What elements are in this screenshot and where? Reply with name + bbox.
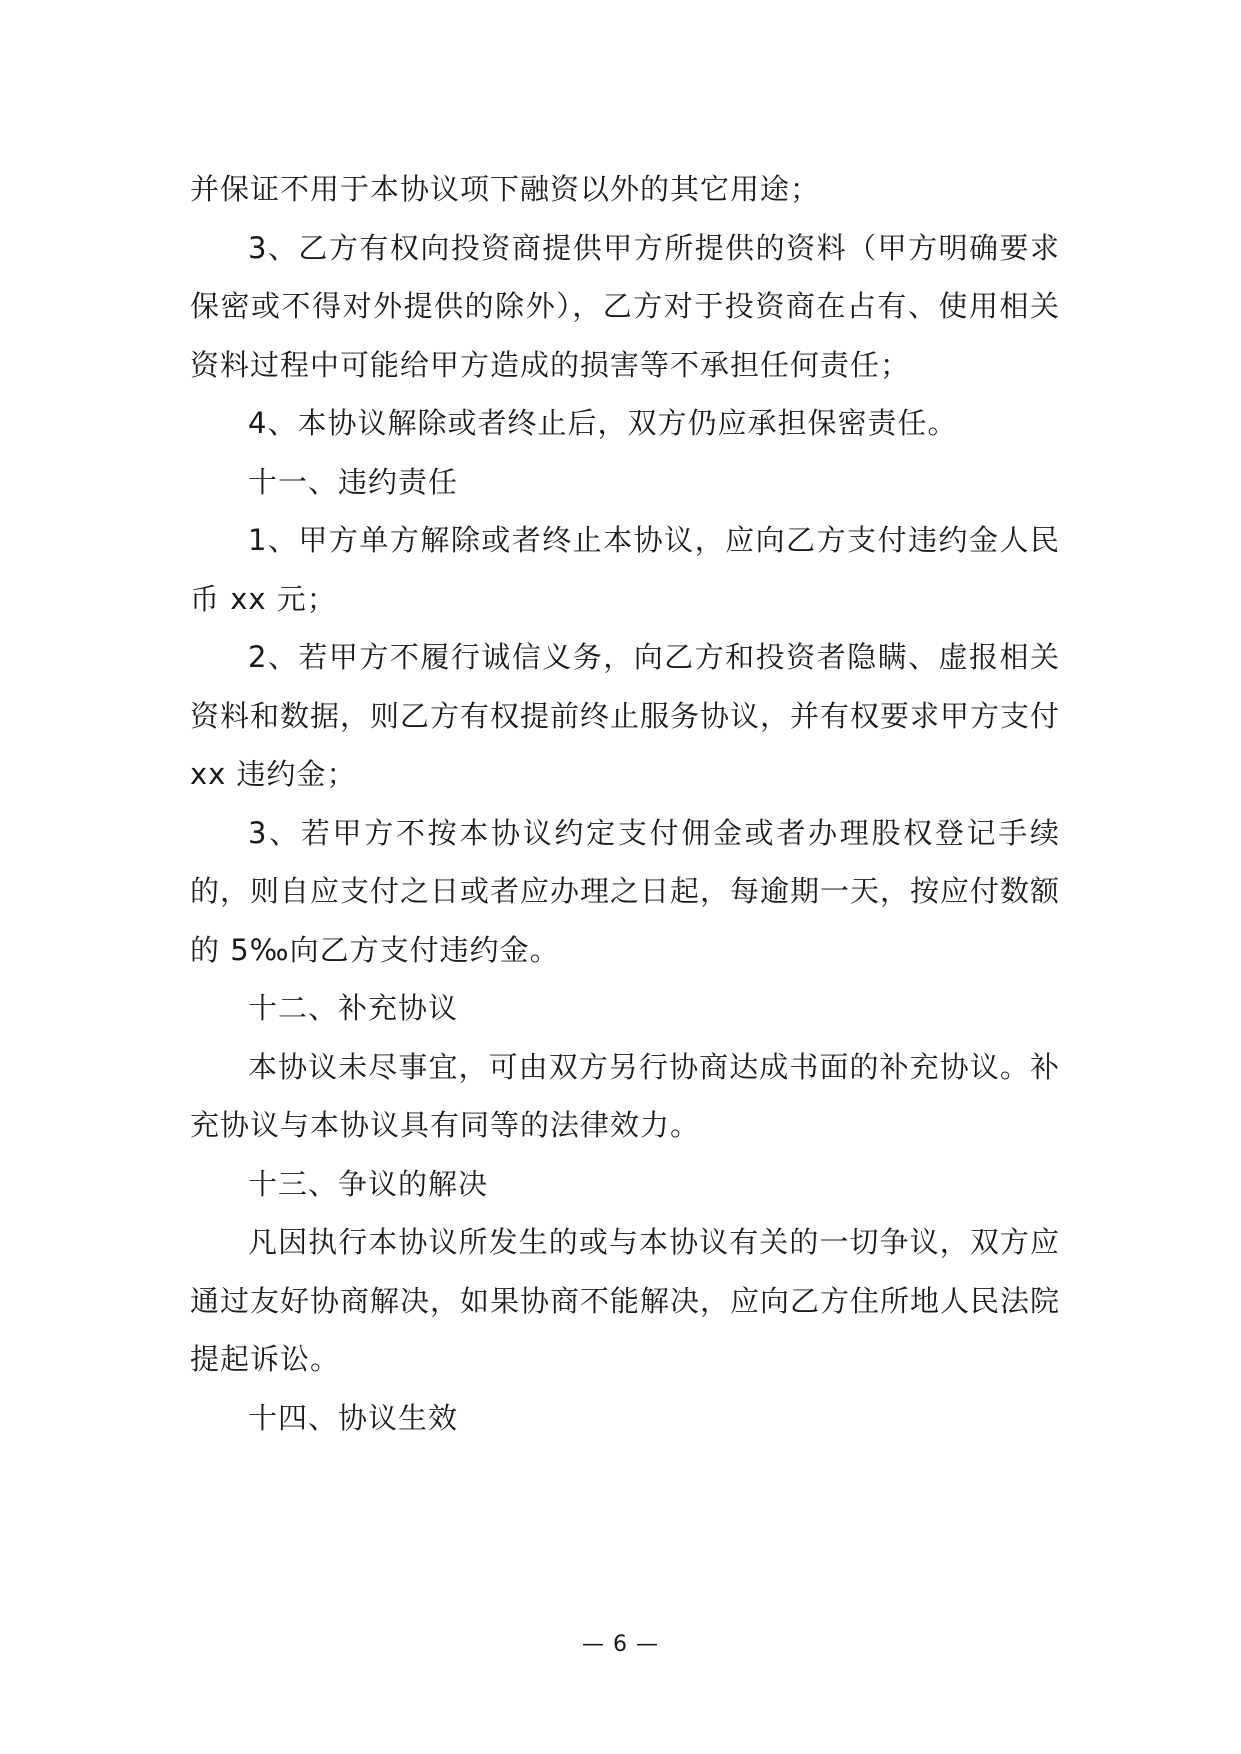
section-heading-14: 十四、协议生效 xyxy=(248,1400,459,1435)
clause-11-item-1: 1、甲方单方解除或者终止本协议，应向乙方支付违约金人民币 xx 元； xyxy=(190,523,1060,616)
clause-10-item-3: 3、乙方有权向投资商提供甲方所提供的资料（甲方明确要求保密或不得对外提供的除外），乙方对于投资商在占有、使用相关资料过程中可能给甲方造成的损害等不承担任何责任； xyxy=(190,230,1060,382)
clause-11-item-3: 3、若甲方不按本协议约定支付佣金或者办理股权登记手续的，则自应支付之日或者应办理之日起，每逾期一天，按应付数额的 5‰向乙方支付违约金。 xyxy=(190,815,1061,967)
document-body xyxy=(190,160,1060,1447)
page-number: — 6 — xyxy=(582,1632,659,1657)
clause-12-text: 本协议未尽事宜，可由双方另行协商达成书面的补充协议。补充协议与本协议具有同等的法律效力。 xyxy=(190,1049,1060,1142)
paragraph-continuation: 并保证不用于本协议项下融资以外的其它用途； xyxy=(190,172,821,206)
section-heading-11: 十一、违约责任 xyxy=(248,464,459,499)
section-heading-13: 十三、争议的解决 xyxy=(248,1166,489,1201)
clause-13-text: 凡因执行本协议所发生的或与本协议有关的一切争议，双方应通过友好协商解决，如果协商不能解决，应向乙方住所地人民法院提起诉讼。 xyxy=(190,1225,1061,1376)
section-heading-12: 十二、补充协议 xyxy=(248,991,459,1025)
clause-11-item-2: 2、若甲方不履行诚信义务，向乙方和投资者隐瞒、虚报相关资料和数据，则乙方有权提前终止服务协议，并有权要求甲方支付 xx 违约金； xyxy=(190,640,1061,791)
clause-10-item-4: 4、本协议解除或者终止后，双方仍应承担保密责任。 xyxy=(248,406,958,440)
